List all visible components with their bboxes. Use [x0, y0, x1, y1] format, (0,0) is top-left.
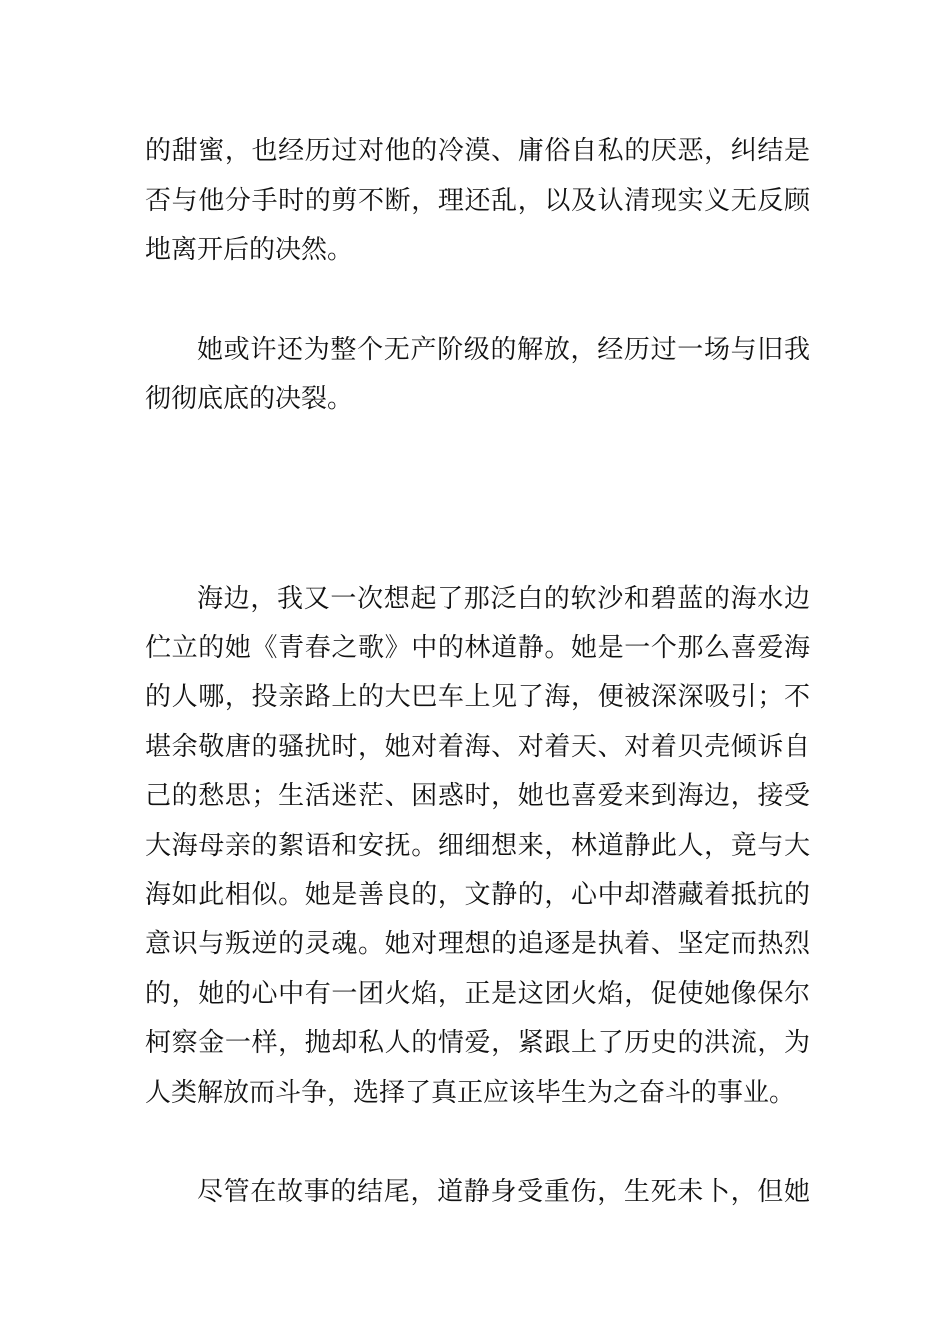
text-line: 彻彻底底的决裂。: [145, 384, 354, 414]
text-line: 地离开后的决然。: [145, 235, 354, 265]
text-line: 海边，我又一次想起了那泛白的软沙和碧蓝的海水边: [197, 584, 810, 614]
text-line: 的，她的心中有一团火焰，正是这团火焰，促使她像保尔: [145, 979, 810, 1009]
text-line: 堪余敬唐的骚扰时，她对着海、对着天、对着贝壳倾诉自: [145, 732, 810, 762]
text-line: 人类解放而斗争，选择了真正应该毕生为之奋斗的事业。: [145, 1078, 796, 1108]
text-line: 海如此相似。她是善良的，文静的，心中却潜藏着抵抗的: [145, 880, 810, 910]
text-line: 她或许还为整个无产阶级的解放，经历过一场与旧我: [197, 335, 810, 365]
text-line: 意识与叛逆的灵魂。她对理想的追逐是执着、坚定而热烈: [145, 929, 810, 959]
text-line: 己的愁思；生活迷茫、困惑时，她也喜爱来到海边，接受: [145, 781, 810, 811]
text-line: 大海母亲的絮语和安抚。细细想来，林道静此人，竟与大: [145, 831, 810, 861]
text-line: 尽管在故事的结尾，道静身受重伤，生死未卜，但她: [197, 1177, 810, 1207]
text-line: 的人哪，投亲路上的大巴车上见了海，便被深深吸引；不: [145, 682, 810, 712]
text-line: 伫立的她《青春之歌》中的林道静。她是一个那么喜爱海: [145, 633, 810, 663]
text-line: 的甜蜜，也经历过对他的冷漠、庸俗自私的厌恶，纠结是: [145, 136, 810, 166]
text-line: 柯察金一样，抛却私人的情爱，紧跟上了历史的洪流，为: [145, 1028, 810, 1058]
text-line: 否与他分手时的剪不断，理还乱，以及认清现实义无反顾: [145, 186, 810, 216]
